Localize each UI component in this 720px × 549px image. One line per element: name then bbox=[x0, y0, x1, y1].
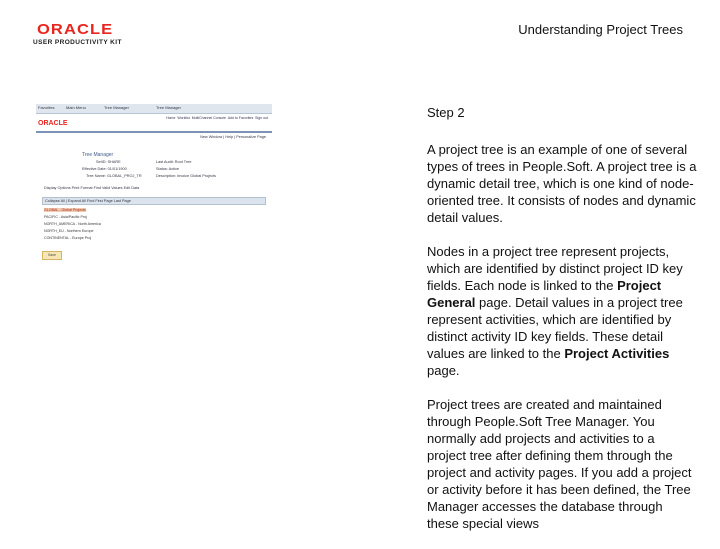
step-content bbox=[427, 104, 697, 549]
nav-link-home[interactable]: Home bbox=[166, 116, 176, 120]
tree-row[interactable]: PACIFIC - Asia/Pacific Proj bbox=[44, 215, 87, 219]
tree-row[interactable]: NORTH_AMERICA - North America bbox=[44, 222, 101, 226]
toolbar-tab[interactable]: Tree Manager bbox=[104, 105, 129, 110]
screenshot-oracle-logo: ORACLE bbox=[38, 120, 68, 127]
p2-text-c: page. Detail values in a project tree represent activities, which are identified by distinct activity ID key fields. These detail values are linked to the bbox=[427, 295, 683, 361]
paragraph-3: Project trees are created and maintained through People.Soft Tree Manager. You normally add projects and activities to a project tree after defining them through the project and activity pages. If you add a project or activity before it has been defined, the Tree Manager accesses the database through these special views bbox=[427, 397, 692, 531]
tree-row[interactable]: GLOBAL - Global Projects bbox=[44, 208, 86, 212]
project-general-term: Project General bbox=[427, 278, 662, 310]
tree-manager-title: Tree Manager bbox=[82, 152, 114, 158]
nav-link-console[interactable]: MultiChannel Console bbox=[191, 116, 226, 120]
paragraph-1: A project tree is an example of one of several types of trees in People.Soft. A project tree is a dynamic detail tree, which is one kind of node-oriented tree. It consists of nodes and dynamic detail values. bbox=[427, 142, 697, 225]
p2-text-e: page. bbox=[427, 363, 460, 378]
field-description: Description: Invoice Global Projects bbox=[156, 174, 216, 178]
nav-link-worklist[interactable]: Worklist bbox=[177, 116, 190, 120]
toolbar-tab[interactable]: Main Menu bbox=[66, 105, 86, 110]
p2-text-a: Nodes in a project tree represent projects, which are identified by distinct project ID key fields. Each node is linked to the bbox=[427, 244, 683, 293]
browser-toolbar bbox=[36, 104, 272, 114]
tree-row[interactable]: NORTH_EU - Northern Europe bbox=[44, 229, 94, 233]
tree-row[interactable]: CONTINENTAL - Europe Proj bbox=[44, 236, 92, 240]
oracle-upk-logo bbox=[33, 22, 123, 48]
step-label: Step 2 bbox=[427, 105, 465, 120]
display-options-bar[interactable]: Display Options Print Format Find Valid Values Edit Data bbox=[44, 186, 140, 190]
field-tree-name: Tree Name: GLOBAL_PROJ_TR bbox=[86, 174, 142, 178]
save-button[interactable]: Save bbox=[42, 251, 62, 260]
nav-link-signout[interactable]: Sign out bbox=[255, 116, 268, 120]
field-effective-date: Effective Date: 01/01/1900 bbox=[82, 167, 127, 171]
toolbar-tab[interactable]: Tree Manager bbox=[156, 105, 181, 110]
header-separator bbox=[36, 131, 272, 133]
field-setid: SetID: SHARE bbox=[96, 160, 121, 164]
nav-link-favorites[interactable]: Add to Favorites bbox=[227, 116, 254, 120]
page-links[interactable]: New Window | Help | Personalize Page bbox=[200, 135, 266, 139]
project-activities-term: Project Activities bbox=[564, 346, 670, 361]
field-last-audit: Last Audit: Root Tree bbox=[156, 160, 192, 164]
tree-grid-header bbox=[42, 197, 266, 205]
nav-links bbox=[166, 116, 268, 120]
grid-header-text[interactable]: Collapse All | Expand All Find First Page Last Page bbox=[45, 199, 131, 203]
logo-product: USER PRODUCTIVITY KIT bbox=[33, 39, 122, 46]
tree-manager-screenshot bbox=[36, 104, 272, 264]
toolbar-tab[interactable]: Favorites bbox=[38, 105, 55, 110]
logo-brand: ORACLE bbox=[37, 21, 114, 38]
document-title: Understanding Project Trees bbox=[518, 22, 683, 37]
field-status: Status: Active bbox=[156, 167, 180, 171]
paragraph-2 bbox=[427, 243, 697, 379]
